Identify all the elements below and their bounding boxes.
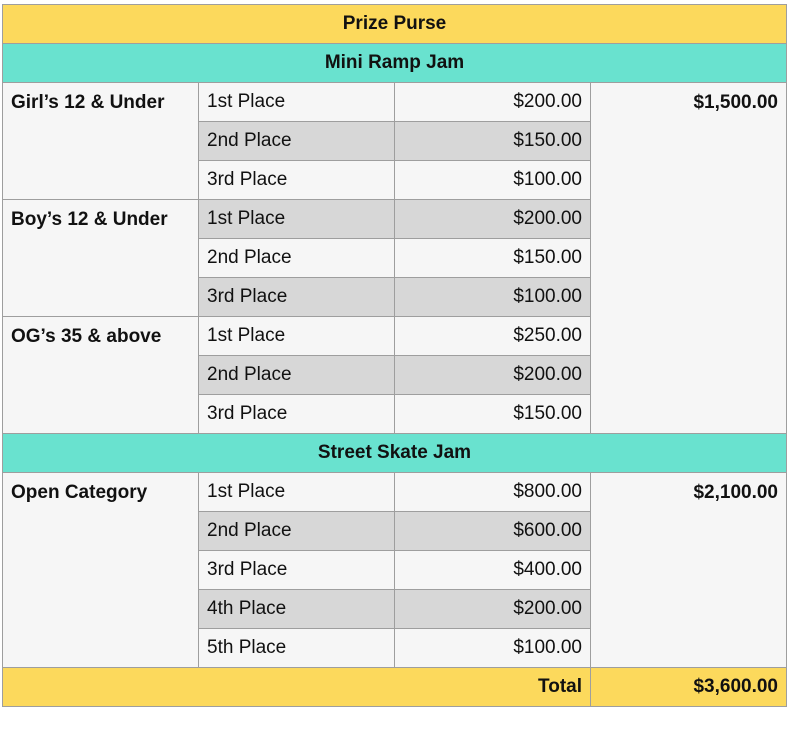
prize-amount: $800.00 — [395, 473, 591, 512]
section-header-row — [3, 44, 787, 83]
place-label: 1st Place — [199, 473, 395, 512]
section-subtotal: $2,100.00 — [591, 473, 787, 668]
total-label: Total — [3, 668, 591, 707]
prize-amount: $150.00 — [395, 395, 591, 434]
prize-amount: $150.00 — [395, 239, 591, 278]
total-row — [3, 668, 787, 707]
category-name: Girl’s 12 & Under — [3, 83, 199, 200]
place-label: 3rd Place — [199, 551, 395, 590]
section-title: Mini Ramp Jam — [3, 44, 787, 83]
prize-amount: $150.00 — [395, 122, 591, 161]
category-name: OG’s 35 & above — [3, 317, 199, 434]
table-title: Prize Purse — [3, 5, 787, 44]
prize-amount: $100.00 — [395, 629, 591, 668]
prize-amount: $250.00 — [395, 317, 591, 356]
place-label: 5th Place — [199, 629, 395, 668]
prize-purse-table — [2, 4, 787, 707]
table-row — [3, 83, 787, 122]
table-row — [3, 473, 787, 512]
prize-amount: $100.00 — [395, 161, 591, 200]
place-label: 2nd Place — [199, 122, 395, 161]
place-label: 1st Place — [199, 200, 395, 239]
section-title: Street Skate Jam — [3, 434, 787, 473]
place-label: 2nd Place — [199, 356, 395, 395]
section-header-row — [3, 434, 787, 473]
prize-amount: $600.00 — [395, 512, 591, 551]
total-amount: $3,600.00 — [591, 668, 787, 707]
place-label: 3rd Place — [199, 278, 395, 317]
place-label: 4th Place — [199, 590, 395, 629]
place-label: 2nd Place — [199, 512, 395, 551]
table-body — [3, 5, 787, 707]
place-label: 1st Place — [199, 83, 395, 122]
prize-amount: $200.00 — [395, 83, 591, 122]
prize-amount: $400.00 — [395, 551, 591, 590]
title-row — [3, 5, 787, 44]
place-label: 3rd Place — [199, 161, 395, 200]
prize-amount: $100.00 — [395, 278, 591, 317]
category-name: Boy’s 12 & Under — [3, 200, 199, 317]
section-subtotal: $1,500.00 — [591, 83, 787, 434]
place-label: 1st Place — [199, 317, 395, 356]
prize-amount: $200.00 — [395, 590, 591, 629]
prize-amount: $200.00 — [395, 356, 591, 395]
prize-amount: $200.00 — [395, 200, 591, 239]
place-label: 2nd Place — [199, 239, 395, 278]
place-label: 3rd Place — [199, 395, 395, 434]
category-name: Open Category — [3, 473, 199, 668]
